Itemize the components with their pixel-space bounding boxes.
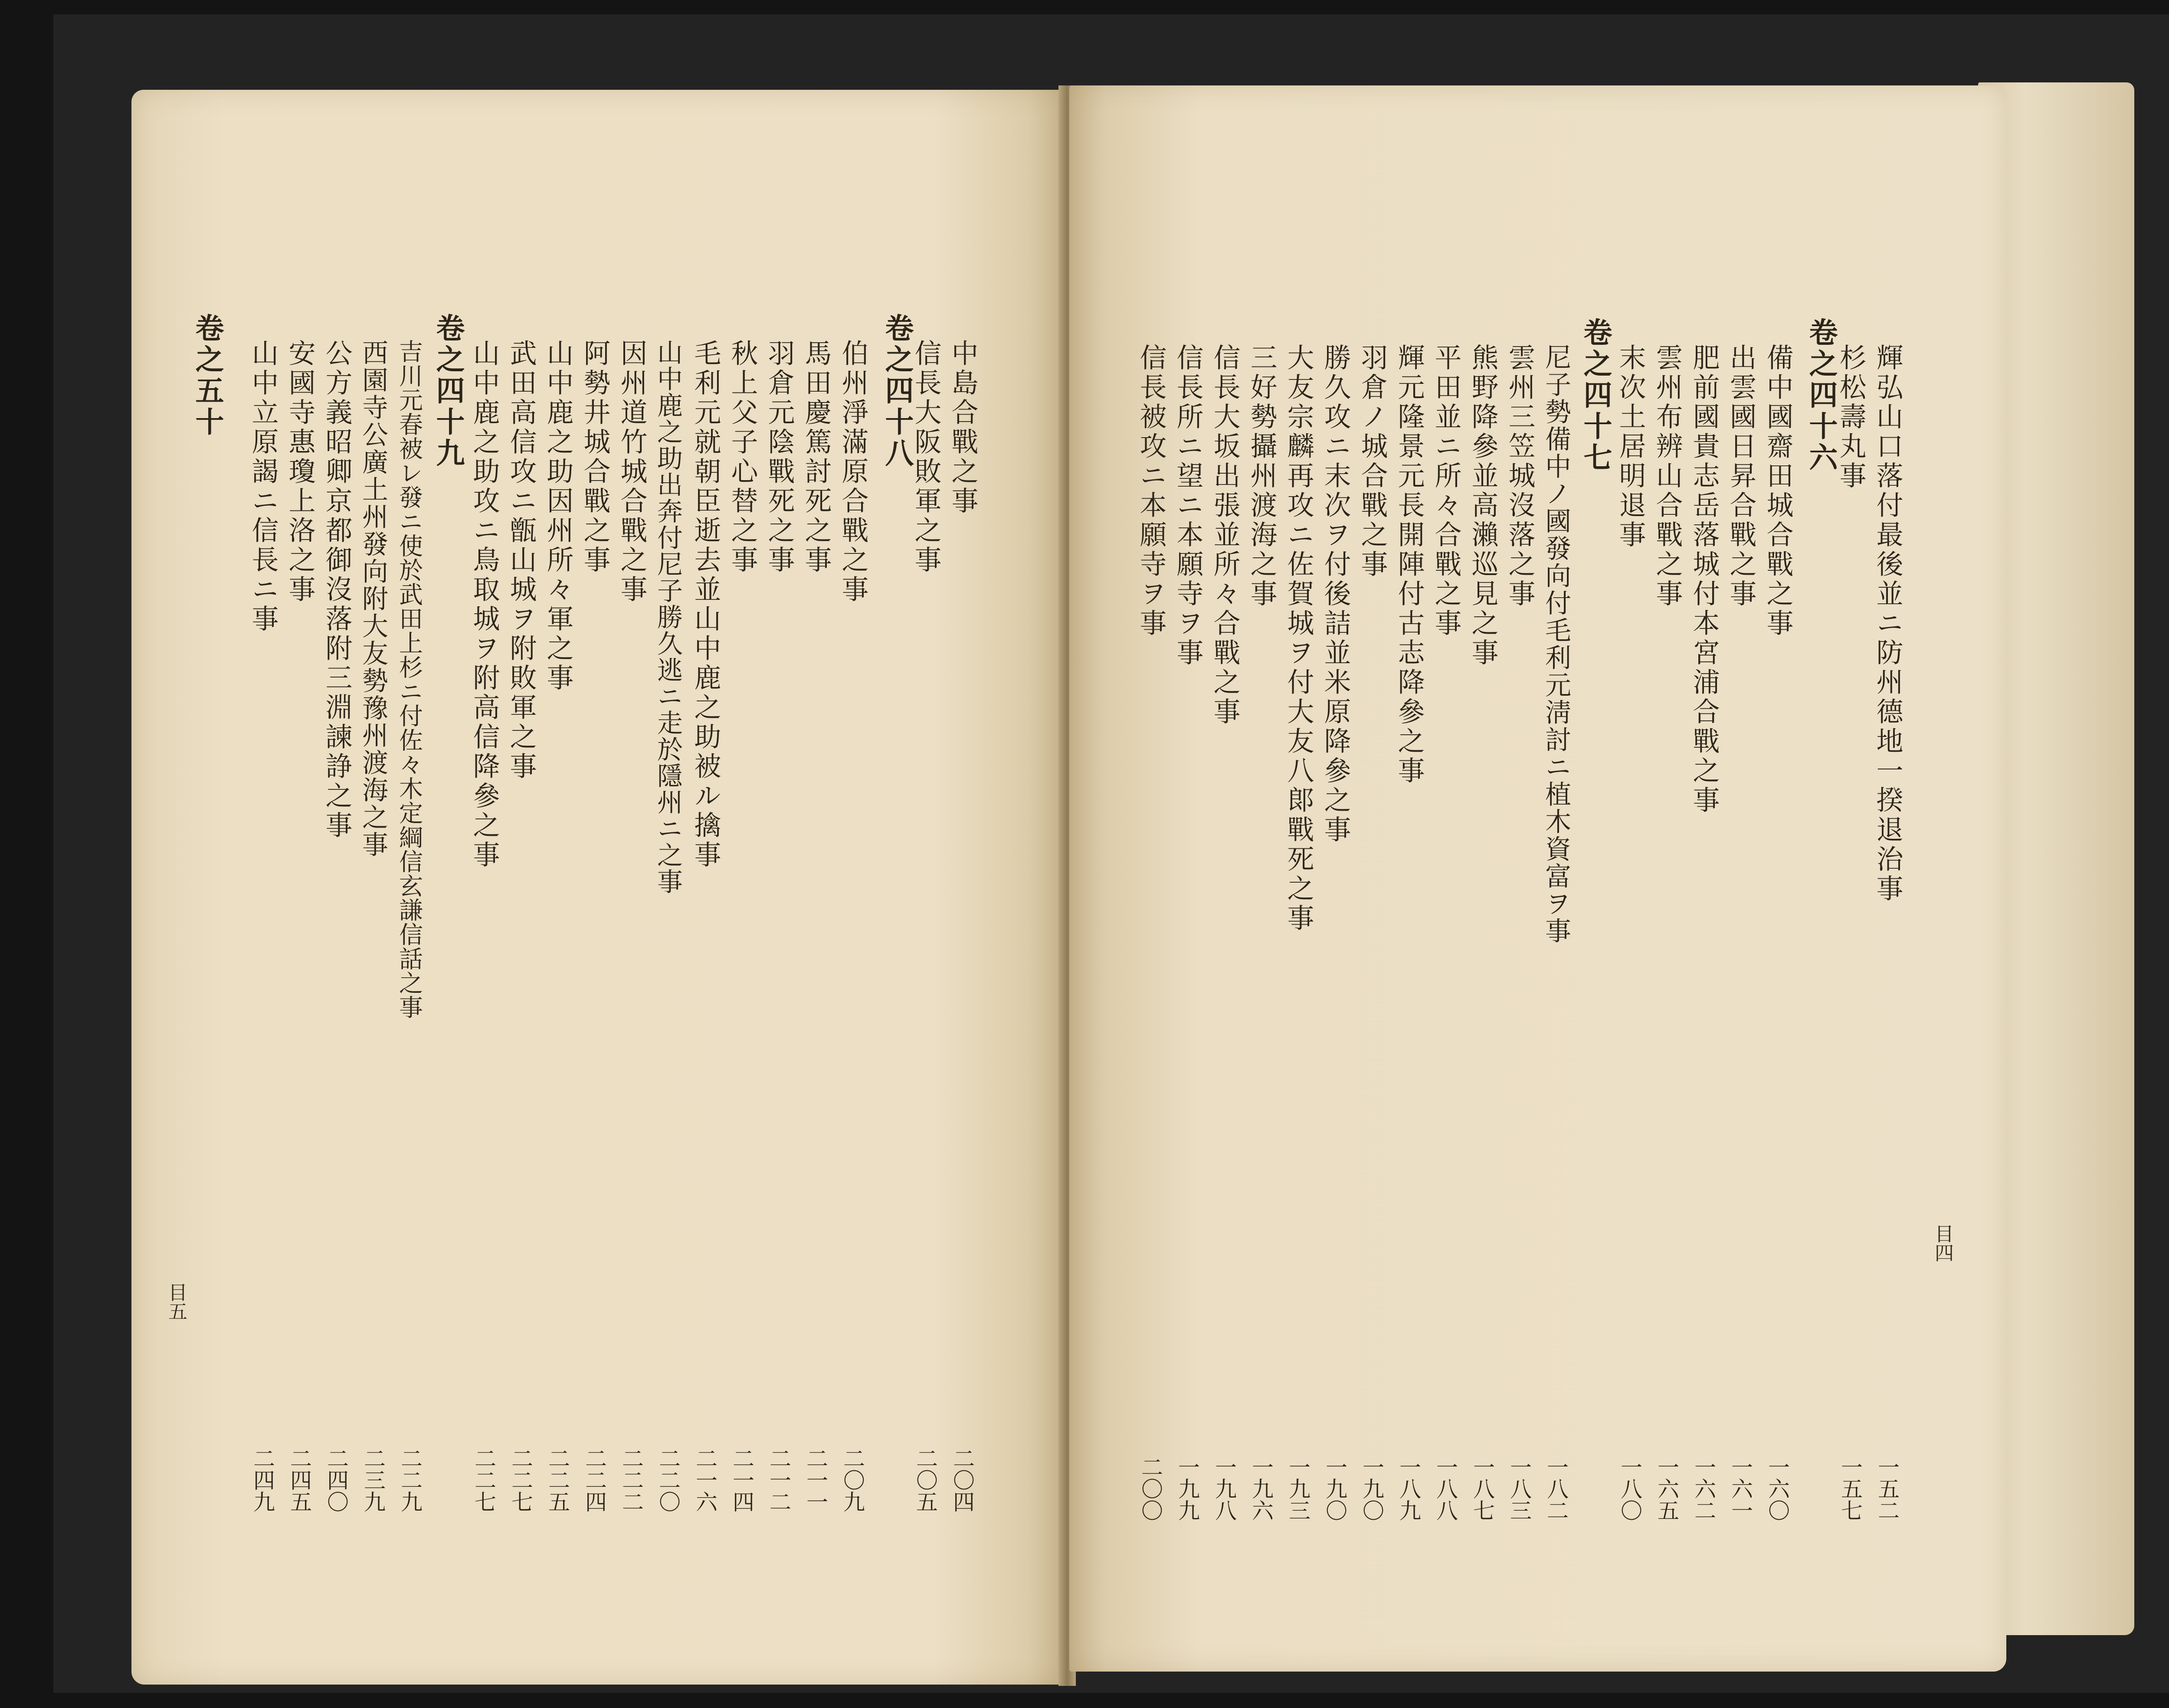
toc-line: 杉松壽丸事 — [1835, 344, 1867, 491]
page-number: 一八〇 — [1617, 1456, 1642, 1521]
page-number: 二〇〇 — [1138, 1456, 1163, 1521]
toc-line: 尼子勢備中ノ國發向付毛利元淸討ニ植木資富ヲ事 — [1541, 344, 1571, 945]
toc-line: 羽倉元陰戰死之事 — [763, 339, 795, 575]
toc-line: 輝元隆景元長開陣付古志降參之事 — [1393, 344, 1425, 786]
toc-line: 勝久攻ニ末次ヲ付後詰並米原降參之事 — [1320, 344, 1351, 845]
toc-line: 雲州布辨山合戰之事 — [1651, 344, 1683, 609]
page-number: 二三九 — [360, 1447, 386, 1512]
toc-line: 安國寺惠瓊上洛之事 — [284, 339, 316, 605]
page-number: 一五二 — [1874, 1456, 1900, 1521]
page-number: 二〇四 — [950, 1447, 975, 1512]
volume-heading: 卷之四十六 — [1804, 317, 1838, 474]
toc-line: 西園寺公廣土州發向附大友勢豫州渡海之事 — [358, 339, 388, 858]
page-number: 二二二 — [619, 1447, 644, 1512]
page-number: 一五七 — [1838, 1456, 1863, 1521]
toc-line: 山中鹿之助攻ニ鳥取城ヲ附高信降參之事 — [469, 339, 500, 870]
toc-line: 伯州淨滿原合戰之事 — [837, 339, 869, 605]
page-number: 一六〇 — [1765, 1456, 1790, 1521]
toc-line: 山中鹿之助出奔付尼子勝久逃ニ走於隱州ニ之事 — [653, 339, 683, 895]
page-number: 二一四 — [729, 1447, 754, 1512]
toc-line: 公方義昭卿京都御沒落附三淵諫諍之事 — [321, 339, 353, 841]
toc-line: 雲州三笠城沒落之事 — [1504, 344, 1536, 609]
toc-line: 大友宗麟再攻ニ佐賀城ヲ付大友八郞戰死之事 — [1283, 344, 1314, 933]
toc-line: 信長大坂出張並所々合戰之事 — [1209, 344, 1241, 727]
right-page — [1069, 85, 2006, 1672]
page-number: 一九六 — [1248, 1456, 1274, 1521]
toc-line: 羽倉ノ城合戰之事 — [1356, 344, 1388, 579]
page-number: 二一六 — [692, 1447, 718, 1512]
folio: 目五 — [165, 1283, 187, 1321]
toc-line: 肥前國貴志岳落城付本宮浦合戰之事 — [1688, 344, 1720, 815]
toc-line: 吉川元春被レ發ニ使於武田上杉ニ付佐々木定綱信玄謙信話之事 — [395, 339, 423, 1019]
toc-line: 末次土居明退事 — [1615, 344, 1646, 550]
toc-line: 山中立原謁ニ信長ニ事 — [247, 339, 279, 634]
toc-line: 備中國齋田城合戰之事 — [1762, 344, 1794, 638]
page-number: 一六五 — [1654, 1456, 1679, 1521]
page-number: 二二九 — [397, 1447, 423, 1512]
folio: 目四 — [1931, 1224, 1953, 1262]
page-number: 二四九 — [250, 1447, 275, 1512]
page-number: 二二〇 — [655, 1447, 681, 1512]
volume-heading: 卷之四十七 — [1579, 317, 1612, 474]
toc-line: 武田高信攻ニ甑山城ヲ附敗軍之事 — [505, 339, 537, 782]
page-number: 一九三 — [1285, 1456, 1311, 1521]
toc-line: 熊野降參並高瀨巡見之事 — [1467, 344, 1499, 668]
page-number: 二〇九 — [840, 1447, 865, 1512]
page-number: 二二七 — [508, 1447, 533, 1512]
page-number: 一九九 — [1175, 1456, 1200, 1521]
toc-line: 平田並ニ所々合戰之事 — [1430, 344, 1462, 638]
volume-heading: 卷之五十 — [190, 313, 224, 438]
toc-line: 山中鹿之助因州所々軍之事 — [542, 339, 574, 693]
page-number: 二二七 — [471, 1447, 496, 1512]
page-number: 二二五 — [545, 1447, 570, 1512]
page-number: 一九八 — [1212, 1456, 1237, 1521]
volume-heading: 卷之四十九 — [431, 313, 465, 469]
toc-line: 秋上父子心替之事 — [727, 339, 758, 575]
toc-line: 信長被攻ニ本願寺ヲ事 — [1135, 344, 1167, 638]
toc-line: 三好勢攝州渡海之事 — [1246, 344, 1278, 609]
toc-line: 因州道竹城合戰之事 — [616, 339, 648, 605]
toc-line: 中島合戰之事 — [947, 339, 979, 516]
page-number: 一六一 — [1728, 1456, 1753, 1521]
toc-line: 信長大阪敗軍之事 — [910, 339, 942, 575]
page-number: 二四〇 — [324, 1447, 349, 1512]
page-number: 二四五 — [287, 1447, 312, 1512]
page-number: 二一二 — [766, 1447, 791, 1512]
page-number: 二二四 — [582, 1447, 607, 1512]
page-number: 一九〇 — [1322, 1456, 1347, 1521]
page-number: 一八九 — [1396, 1456, 1421, 1521]
toc-line: 輝弘山口落付最後並ニ防州德地一揆退治事 — [1872, 344, 1904, 904]
page-number: 一八八 — [1433, 1456, 1458, 1521]
page-number: 二一一 — [803, 1447, 828, 1512]
volume-heading: 卷之四十八 — [880, 313, 914, 469]
toc-line: 毛利元就朝臣逝去並山中鹿之助被ル擒事 — [690, 339, 721, 870]
page-number: 一八七 — [1470, 1456, 1495, 1521]
page-number: 一九〇 — [1359, 1456, 1384, 1521]
page-number: 一八二 — [1543, 1456, 1569, 1521]
page-number: 一八三 — [1507, 1456, 1532, 1521]
toc-line: 馬田慶篤討死之事 — [800, 339, 832, 575]
page-number: 一六二 — [1691, 1456, 1716, 1521]
toc-line: 出雲國日昇合戰之事 — [1725, 344, 1757, 609]
page-number: 二〇五 — [913, 1447, 938, 1512]
toc-line: 阿勢井城合戰之事 — [579, 339, 611, 575]
toc-line: 信長所ニ望ニ本願寺ヲ事 — [1172, 344, 1204, 668]
left-page — [131, 90, 1064, 1685]
